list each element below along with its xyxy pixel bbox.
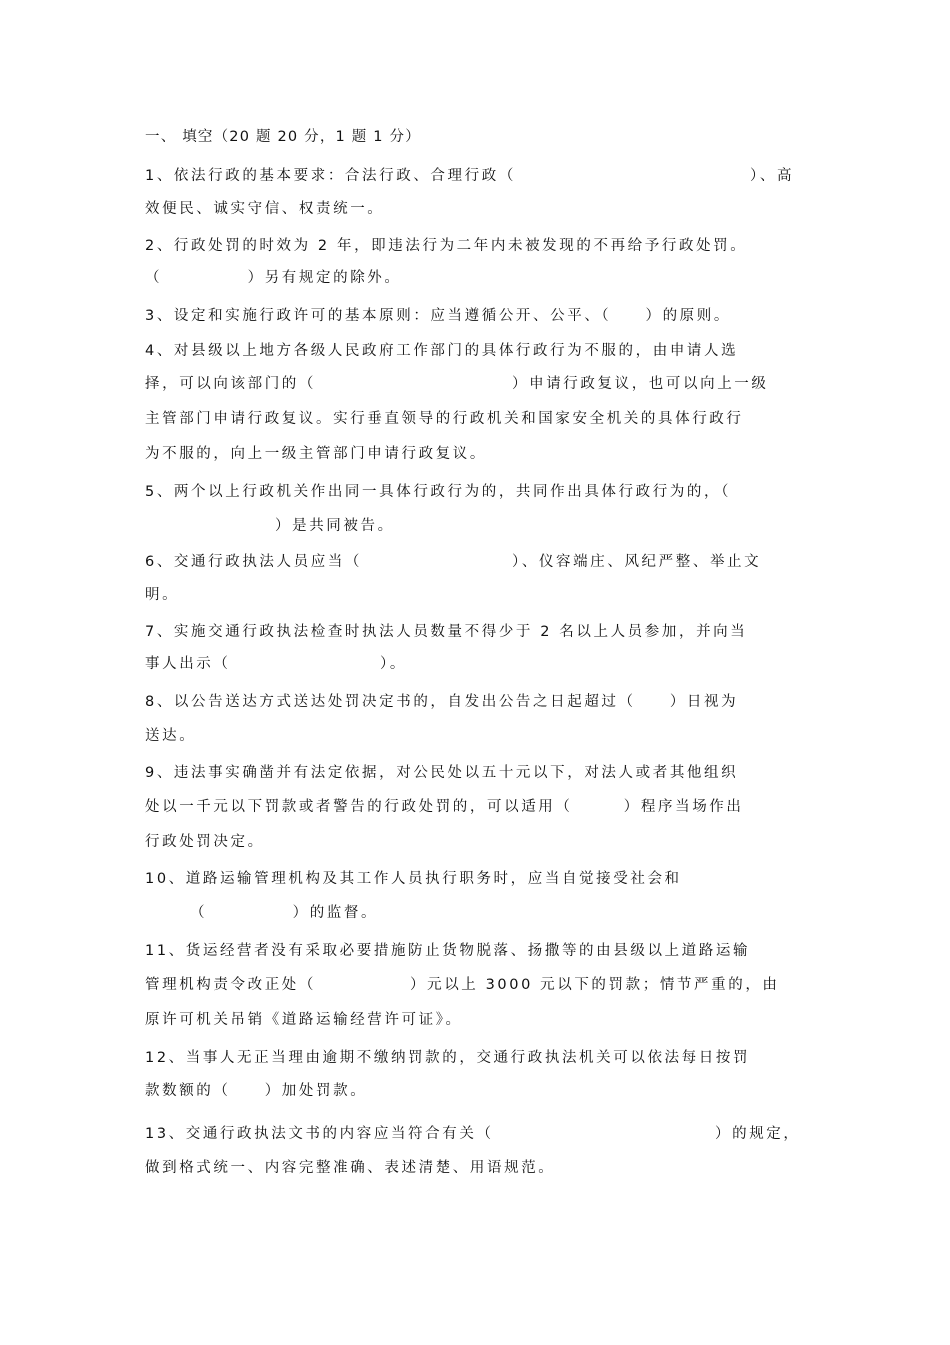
question-9-line-2: 处以一千元以下罚款或者警告的行政处罚的，可以适用（ ）程序当场作出 [145, 799, 744, 815]
question-2-line-1: 2、行政处罚的时效为 2 年，即违法行为二年内未被发现的不再给予行政处罚。 [145, 238, 748, 254]
question-1-line-1-end: ）、高 [750, 168, 795, 184]
question-2-line-2: （ ）另有规定的除外。 [145, 270, 402, 286]
section-heading: 一、 填空（20 题 20 分，1 题 1 分） [145, 129, 421, 145]
question-6-line-1-end: ）、仪容端庄、风纪严整、举止文 [512, 554, 762, 570]
question-6-line-2: 明。 [145, 587, 180, 603]
question-11-line-2: 管理机构责令改正处（ [145, 977, 316, 993]
question-9-line-3: 行政处罚决定。 [145, 834, 265, 850]
question-5-line-1: 5、两个以上行政机关作出同一具体行政行为的，共同作出具体行政行为的，（ [145, 484, 731, 500]
question-9-line-1: 9、违法事实确凿并有法定依据，对公民处以五十元以下，对法人或者其他组织 [145, 765, 739, 781]
question-8-line-2: 送达。 [145, 728, 197, 744]
question-8-line-1: 8、以公告送达方式送达处罚决定书的，自发出公告之日起超过（ ）日视为 [145, 694, 739, 710]
question-13-line-1: 13、交通行政执法文书的内容应当符合有关（ [145, 1126, 494, 1142]
question-12-line-1: 12、当事人无正当理由逾期不缴纳罚款的，交通行政执法机关可以依法每日按罚 [145, 1050, 751, 1066]
question-1-line-2: 效便民、诚实守信、权责统一。 [145, 201, 385, 217]
question-4-line-3: 主管部门申请行政复议。实行垂直领导的行政机关和国家安全机关的具体行政行 [145, 411, 744, 427]
question-10-line-1: 10、道路运输管理机构及其工作人员执行职务时，应当自觉接受社会和 [145, 871, 682, 887]
question-3-line-1: 3、设定和实施行政许可的基本原则：应当遵循公开、公平、（ ）的原则。 [145, 308, 731, 324]
question-4-line-4: 为不服的，向上一级主管部门申请行政复议。 [145, 446, 487, 462]
question-7-line-1: 7、实施交通行政执法检查时执法人员数量不得少于 2 名以上人员参加，并向当 [145, 624, 748, 640]
question-7-line-2: 事人出示（ [145, 656, 231, 672]
question-13-line-1-end: ）的规定， [715, 1126, 801, 1142]
question-5-line-2: ）是共同被告。 [275, 518, 395, 534]
question-13-line-2: 做到格式统一、内容完整准确、表述清楚、用语规范。 [145, 1160, 556, 1176]
question-12-line-2: 款数额的（ ）加处罚款。 [145, 1083, 368, 1099]
question-11-line-2-end: ）元以上 3000 元以下的罚款；情节严重的，由 [410, 977, 780, 993]
question-6-line-1: 6、交通行政执法人员应当（ [145, 554, 363, 570]
question-1-line-1: 1、依法行政的基本要求：合法行政、合理行政（ [145, 168, 516, 184]
question-11-line-3: 原许可机关吊销《道路运输经营许可证》。 [145, 1012, 463, 1028]
question-4-line-2-end: ）申请行政复议，也可以向上一级 [512, 376, 769, 392]
question-4-line-2: 择，可以向该部门的（ [145, 376, 316, 392]
question-11-line-1: 11、货运经营者没有采取必要措施防止货物脱落、扬撒等的由县级以上道路运输 [145, 943, 751, 959]
question-7-line-2-end: ）。 [380, 656, 407, 672]
question-4-line-1: 4、对县级以上地方各级人民政府工作部门的具体行政行为不服的，由申请人选 [145, 343, 739, 359]
question-10-line-2: （ ）的监督。 [190, 905, 379, 921]
